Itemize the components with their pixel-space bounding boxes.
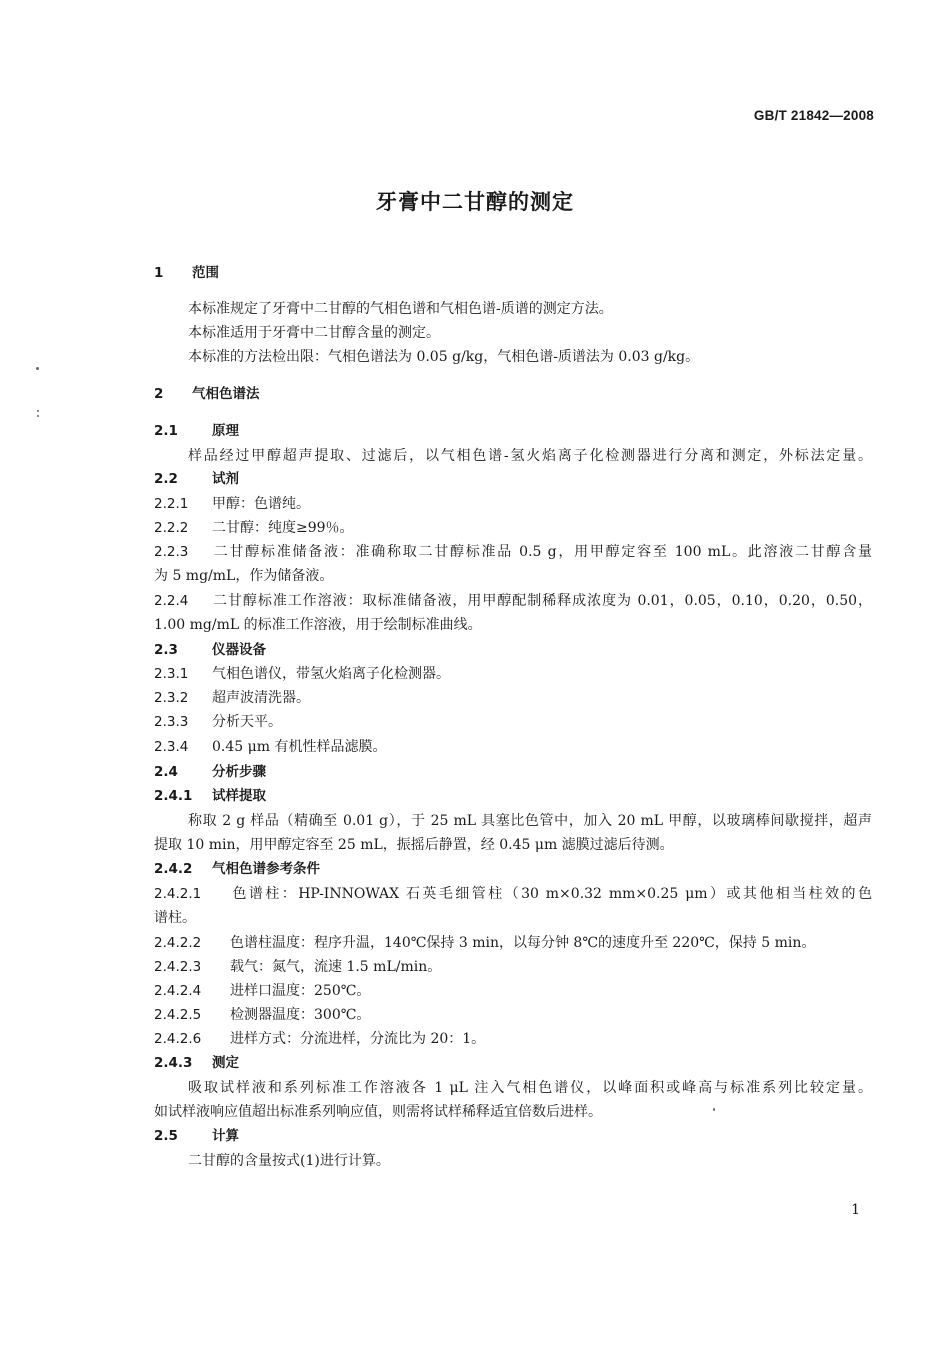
- paragraph: 二甘醇的含量按式(1)进行计算。: [188, 1153, 390, 1169]
- clause: 2.4.2.5 检测器温度：300℃。: [154, 1007, 371, 1023]
- paragraph-continuation: 如试样液响应值超出标准系列响应值，则需将试样稀释适宜倍数后进样。: [154, 1104, 602, 1120]
- clause: 2.4.2.4 进样口温度：250℃。: [154, 983, 371, 999]
- clause: 2.3.4 0.45 μm 有机性样品滤膜。: [154, 739, 387, 755]
- paragraph-continuation: 提取 10 min，用甲醇定容至 25 mL，振摇后静置，经 0.45 μm 滤膜过滤后待测。: [154, 837, 674, 853]
- page-title: 牙膏中二甘醇的测定: [376, 190, 574, 214]
- paragraph: 称取 2 g 样品（精确至 0.01 g），于 25 mL 具塞比色管中，加入 20 mL 甲醇，以玻璃棒间歇搅拌，超声: [188, 813, 872, 829]
- paragraph: 样品经过甲醇超声提取、过滤后，以气相色谱-氢火焰离子化检测器进行分离和测定，外标法定量。: [188, 448, 872, 464]
- subsection-heading: 2.1 原理: [154, 423, 239, 439]
- scan-speck: [37, 415, 39, 417]
- clause: 2.4.2.3 载气：氮气，流速 1.5 mL/min。: [154, 959, 442, 975]
- clause: 2.2.3 二甘醇标准储备液：准确称取二甘醇标准品 0.5 g，用甲醇定容至 100 mL。此溶液二甘醇含量: [154, 544, 872, 560]
- scan-speck: [713, 1108, 715, 1111]
- subsection-heading: 2.4.3 测定: [154, 1055, 239, 1071]
- clause: 2.3.1 气相色谱仪，带氢火焰离子化检测器。: [154, 666, 450, 682]
- subsection-heading: 2.2 试剂: [154, 471, 239, 487]
- subsection-heading: 2.3 仪器设备: [154, 642, 266, 658]
- subsection-heading: 2.4.1 试样提取: [154, 788, 266, 804]
- clause: 2.3.2 超声波清洗器。: [154, 690, 310, 706]
- clause: 2.4.2.2 色谱柱温度：程序升温，140℃保持 3 min，以每分钟 8℃的速度升至 220℃，保持 5 min。: [154, 935, 816, 951]
- section-heading: 2 气相色谱法: [154, 386, 260, 402]
- paragraph: 本标准适用于牙膏中二甘醇含量的测定。: [188, 325, 440, 341]
- clause-continuation: 为 5 mg/mL，作为储备液。: [154, 568, 334, 584]
- clause: 2.2.2 二甘醇：纯度≥99％。: [154, 520, 354, 536]
- clause: 2.2.1 甲醇：色谱纯。: [154, 496, 310, 512]
- scan-speck: [37, 410, 39, 412]
- section-heading: 1 范围: [154, 265, 219, 281]
- clause-continuation: 谱柱。: [154, 910, 196, 926]
- subsection-heading: 2.4.2 气相色谱参考条件: [154, 861, 320, 877]
- subsection-heading: 2.4 分析步骤: [154, 764, 266, 780]
- paragraph: 本标准规定了牙膏中二甘醇的气相色谱和气相色谱-质谱的测定方法。: [188, 301, 613, 317]
- clause: 2.4.2.6 进样方式：分流进样，分流比为 20：1。: [154, 1031, 486, 1047]
- paragraph: 吸取试样液和系列标准工作溶液各 1 μL 注入气相色谱仪，以峰面积或峰高与标准系列比较定量。: [188, 1080, 872, 1096]
- clause: 2.2.4 二甘醇标准工作溶液：取标准储备液，用甲醇配制稀释成浓度为 0.01，0.05，0.10，0.20，0.50，: [154, 593, 872, 609]
- standard-code: GB/T 21842—2008: [753, 108, 874, 123]
- clause: 2.4.2.1 色谱柱：HP-INNOWAX 石英毛细管柱（30 m×0.32 mm×0.25 μm）或其他相当柱效的色: [154, 886, 872, 902]
- paragraph: 本标准的方法检出限：气相色谱法为 0.05 g/kg，气相色谱-质谱法为 0.03 g/kg。: [188, 349, 700, 365]
- clause-continuation: 1.00 mg/mL 的标准工作溶液，用于绘制标准曲线。: [154, 617, 482, 633]
- page-number: 1: [851, 1202, 860, 1218]
- scan-speck: [36, 367, 39, 370]
- clause: 2.3.3 分析天平。: [154, 714, 282, 730]
- subsection-heading: 2.5 计算: [154, 1128, 239, 1144]
